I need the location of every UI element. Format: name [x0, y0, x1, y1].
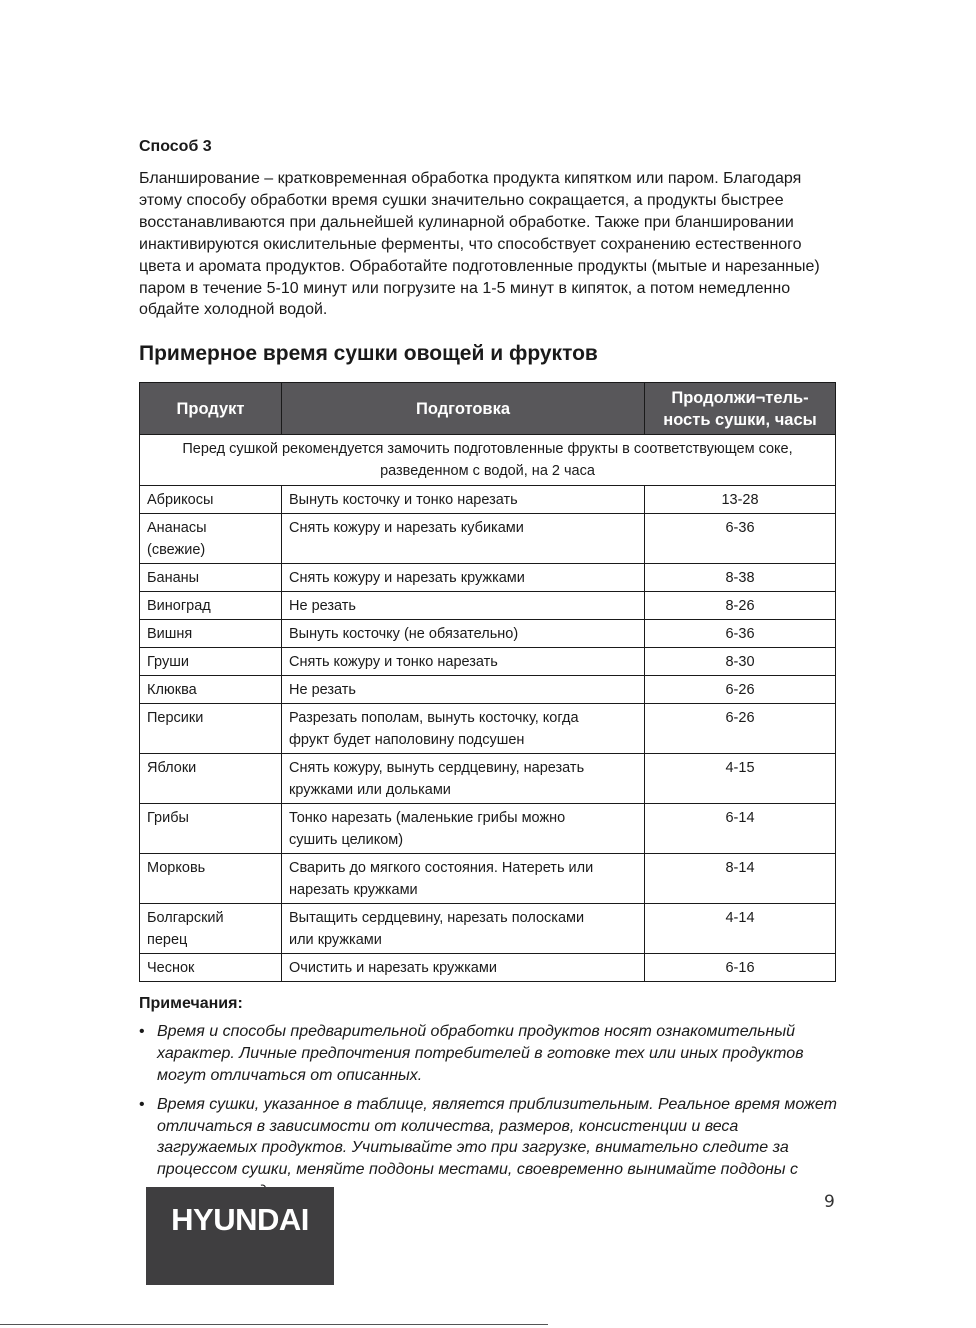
cell-drying-time: [645, 754, 836, 804]
cell-product-line: (свежие): [147, 542, 206, 559]
cell-preparation: [282, 648, 645, 676]
cell-preparation-line: Вытащить сердцевину, нарезать полосками: [289, 910, 585, 927]
cell-preparation-line: Вынуть косточку (не обязательно): [289, 626, 519, 643]
bullet-icon: •: [139, 1096, 145, 1114]
cell-preparation: [282, 754, 645, 804]
method-title: Способ 3: [139, 138, 212, 155]
cell-product-line: Абрикосы: [147, 492, 214, 509]
drying-time-table: [139, 382, 836, 982]
table-note-row: [140, 435, 836, 486]
header-duration: [645, 383, 836, 435]
cell-preparation-line: сушить целиком): [289, 832, 404, 849]
table-header-row: [140, 383, 836, 435]
cell-drying-time-line: 6-16: [725, 960, 755, 977]
page-content: [139, 136, 839, 1210]
table-row: [140, 804, 836, 854]
cell-preparation-line: Снять кожуру, вынуть сердцевину, нарезать: [289, 760, 585, 777]
cell-drying-time: [645, 854, 836, 904]
cell-drying-time: [645, 486, 836, 514]
table-row: [140, 620, 836, 648]
cell-preparation-line: Снять кожуру и тонко нарезать: [289, 654, 498, 671]
cell-preparation-line: кружками или дольками: [289, 782, 451, 799]
table-row: [140, 514, 836, 564]
cell-drying-time-line: 6-14: [725, 810, 755, 827]
cell-drying-time-line: 4-15: [725, 760, 755, 777]
cell-product-line: Клюква: [147, 682, 197, 699]
cell-preparation-line: или кружками: [289, 932, 382, 949]
cell-product-line: Морковь: [147, 860, 206, 877]
cell-preparation: [282, 676, 645, 704]
note-item: [139, 1021, 839, 1086]
notes-list: [139, 1021, 839, 1202]
cell-product: [140, 676, 282, 704]
cell-preparation-line: Снять кожуру и нарезать кубиками: [289, 520, 524, 537]
cell-drying-time: [645, 592, 836, 620]
cell-drying-time-line: 6-26: [725, 682, 755, 699]
cell-drying-time: [645, 648, 836, 676]
cell-drying-time: [645, 564, 836, 592]
cell-product-line: Болгарский: [147, 910, 224, 927]
note-text: Время сушки, указанное в таблице, является приблизительным. Реальное время может отличаться в зависимости от количества, размеров, консистенции и веса загружаемых продуктов. Учитывайте это при загрузке, внимательно следите за процессом сушки, меняйте поддоны местами, своевременно вынимайте поддоны с: [157, 1096, 837, 1178]
cell-product: [140, 854, 282, 904]
cell-product-line: Яблоки: [147, 760, 197, 777]
cell-preparation-line: фрукт будет наполовину подсушен: [289, 732, 525, 749]
cell-preparation: [282, 854, 645, 904]
cell-drying-time: [645, 704, 836, 754]
table-row: [140, 854, 836, 904]
cell-drying-time: [645, 676, 836, 704]
cell-product-line: Вишня: [147, 626, 193, 643]
cell-product-line: Виноград: [147, 598, 211, 615]
cell-drying-time-line: 8-26: [725, 598, 755, 615]
header-preparation: Подготовка: [282, 383, 645, 435]
header-product: Продукт: [140, 383, 282, 435]
cell-product: [140, 620, 282, 648]
cell-preparation-line: Сварить до мягкого состояния. Натереть или: [289, 860, 594, 877]
cell-drying-time-line: 8-38: [725, 570, 755, 587]
cell-drying-time-line: 6-26: [725, 710, 755, 727]
method-paragraph: Бланширование – кратковременная обработка продукта кипятком или паром. Благодаря этому способу обработки время сушки значительно сокращается, а продукты быстрее восстанавливаются при дальнейшей кулинарной обработке. Также при бланшировании инактивируются окислительные ферменты, что способствует сохранению естественного цвета и аромата продуктов. Обработайте подготовленные продукты (мытые и нарезанные) паром в течение 5-10 минут или погрузите на 1-5 минут в кипяток, а потом немедленно обдайте холодной водой.: [139, 170, 820, 319]
table-row: [140, 954, 836, 982]
cell-product-line: Персики: [147, 710, 204, 727]
cell-preparation: [282, 592, 645, 620]
table-row: [140, 592, 836, 620]
cell-product: [140, 486, 282, 514]
cell-product: [140, 754, 282, 804]
cell-preparation-line: Очистить и нарезать кружками: [289, 960, 497, 977]
cell-preparation: [282, 620, 645, 648]
cell-preparation: [282, 704, 645, 754]
cell-product: [140, 592, 282, 620]
cell-preparation-line: Не резать: [289, 682, 356, 699]
cell-product: [140, 904, 282, 954]
cell-product-line: Грибы: [147, 810, 189, 827]
note-text: Время и способы предварительной обработки продуктов носят ознакомительный характер. Личные предпочтения потребителей в готовке тех или иных продуктов могут отличаться от описанных.: [157, 1023, 804, 1084]
cell-drying-time-line: 8-14: [725, 860, 755, 877]
cell-product: [140, 564, 282, 592]
cell-drying-time-line: 4-14: [725, 910, 755, 927]
cell-drying-time: [645, 514, 836, 564]
cell-preparation: [282, 514, 645, 564]
table-row: [140, 676, 836, 704]
header-duration-line2: ность сушки, часы: [663, 410, 817, 429]
cell-drying-time-line: 6-36: [725, 520, 755, 537]
cell-preparation-line: нарезать кружками: [289, 882, 418, 899]
cell-product: [140, 804, 282, 854]
cell-product: [140, 954, 282, 982]
brand-logo: [146, 1187, 334, 1285]
table-row: [140, 754, 836, 804]
page-number: 9: [824, 1192, 835, 1212]
cell-preparation-line: Снять кожуру и нарезать кружками: [289, 570, 525, 587]
table-note: Перед сушкой рекомендуется замочить подготовленные фрукты в соответствующем соке, разведенном с водой, на 2 часа: [140, 435, 836, 486]
cell-preparation: [282, 486, 645, 514]
table-row: [140, 904, 836, 954]
table-row: [140, 648, 836, 676]
note-item: [139, 1094, 839, 1202]
cell-drying-time-line: 6-36: [725, 626, 755, 643]
bottom-divider: [0, 1324, 548, 1325]
cell-preparation-line: Тонко нарезать (маленькие грибы можно: [289, 810, 566, 827]
cell-preparation-line: Вынуть косточку и тонко нарезать: [289, 492, 518, 509]
cell-preparation-line: Разрезать пополам, вынуть косточку, когда: [289, 710, 579, 727]
cell-product-line: Бананы: [147, 570, 200, 587]
cell-product-line: Ананасы: [147, 520, 207, 537]
cell-drying-time-line: 13-28: [721, 492, 759, 509]
cell-product-line: Груши: [147, 654, 189, 671]
header-duration-line1: Продолжи¬тель-: [671, 388, 809, 407]
brand-logo-text: HYUNDAI: [171, 1202, 309, 1237]
section-title: Примерное время сушки овощей и фруктов: [139, 342, 598, 366]
cell-product-line: Чеснок: [147, 960, 195, 977]
cell-drying-time: [645, 904, 836, 954]
table-row: [140, 486, 836, 514]
cell-preparation: [282, 904, 645, 954]
bullet-icon: •: [139, 1023, 145, 1041]
cell-product: [140, 648, 282, 676]
cell-preparation: [282, 954, 645, 982]
table-row: [140, 564, 836, 592]
cell-drying-time: [645, 620, 836, 648]
cell-product: [140, 514, 282, 564]
cell-product-line: перец: [147, 932, 188, 949]
table-row: [140, 704, 836, 754]
notes-title: Примечания:: [139, 995, 243, 1013]
cell-preparation: [282, 564, 645, 592]
cell-drying-time-line: 8-30: [725, 654, 755, 671]
cell-preparation-line: Не резать: [289, 598, 356, 615]
cell-preparation: [282, 804, 645, 854]
cell-drying-time: [645, 804, 836, 854]
cell-drying-time: [645, 954, 836, 982]
cell-product: [140, 704, 282, 754]
